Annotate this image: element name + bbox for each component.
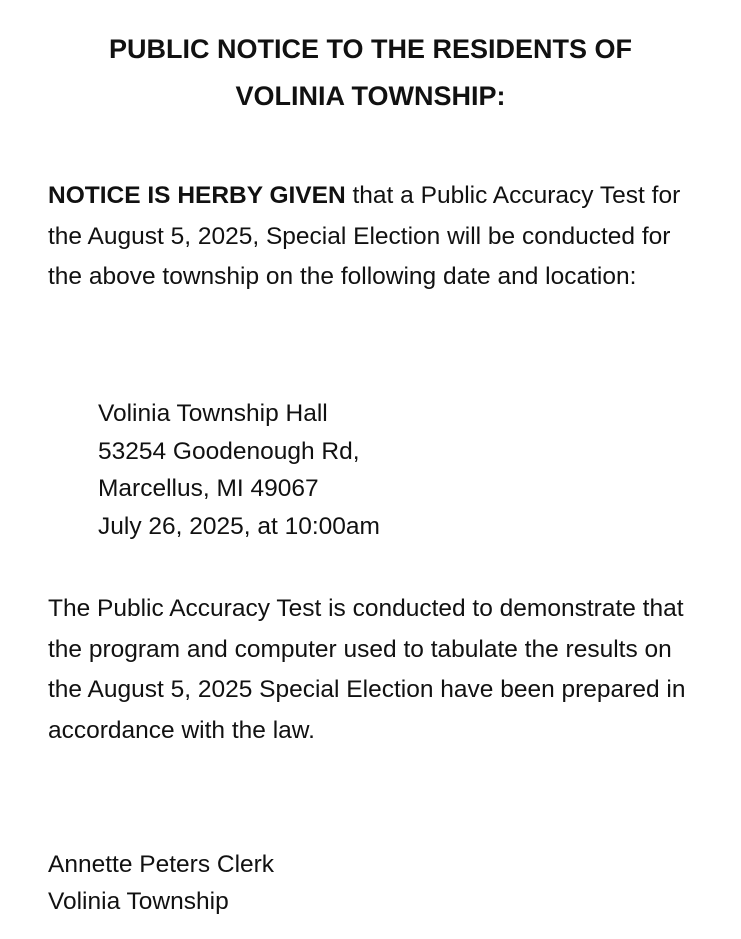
address-place: Volinia Township Hall	[98, 400, 328, 427]
signature-name: Annette Peters Clerk	[48, 851, 275, 878]
intro-lead: NOTICE IS HERBY GIVEN	[48, 182, 346, 209]
notice-title	[20, 26, 721, 120]
title-line-2: VOLINIA TOWNSHIP:	[235, 81, 506, 111]
title-line-1: PUBLIC NOTICE TO THE RESIDENTS OF	[108, 34, 633, 64]
intro-paragraph	[48, 176, 705, 298]
signature-organization: Volinia Township	[48, 888, 229, 915]
address-city: Marcellus, MI 49067	[98, 475, 319, 502]
signature-block	[48, 846, 274, 920]
event-address	[98, 395, 380, 545]
intro-body: that a Public Accuracy Test for the August 5, 2025, Special Election will be conducted for the above township on the following date and location:	[48, 182, 681, 290]
purpose-paragraph: The Public Accuracy Test is conducted to demonstrate that the program and computer used to tabulate the results on the August 5, 2025 Special Election have been prepared in accordance with the law.	[48, 595, 686, 744]
address-street: 53254 Goodenough Rd,	[98, 437, 360, 465]
event-datetime: July 26, 2025, at 10:00am	[98, 512, 380, 540]
